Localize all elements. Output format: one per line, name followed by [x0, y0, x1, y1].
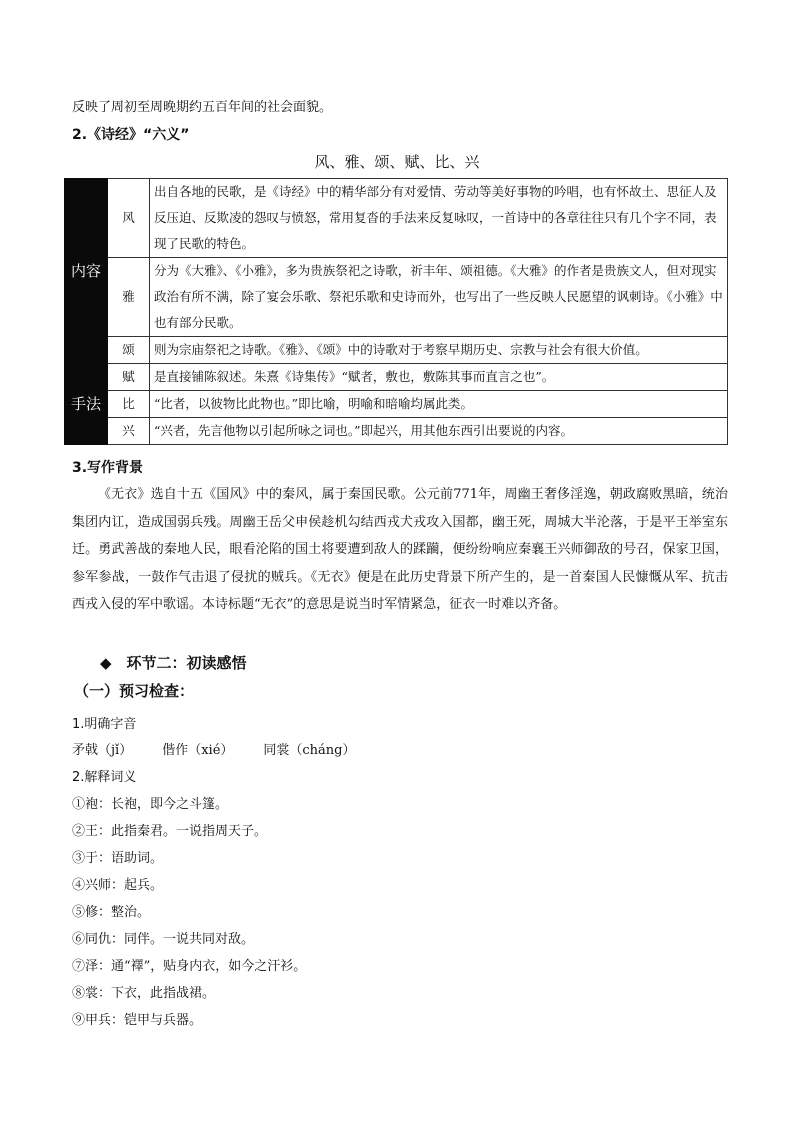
definition-item: ⑥同仇：同伴。一说共同对敌。 — [72, 932, 255, 947]
row-label-fu: 赋 — [108, 364, 150, 391]
definition-item: ①袍：长袍，即今之斗篷。 — [72, 797, 229, 812]
pronunciation-item: 同裳（cháng） — [263, 743, 356, 758]
definition-item: ④兴师：起兵。 — [72, 878, 164, 893]
liuyi-table — [64, 178, 728, 445]
pronunciation-item: 偕作（xié） — [162, 743, 234, 758]
category-technique: 手法 — [65, 364, 108, 445]
table-row-song — [65, 337, 728, 364]
row-text-bi: “比者，以彼物比此物也。”即比喻，明喻和暗喻均属此类。 — [150, 391, 728, 418]
item-2-title: 2.解释词义 — [72, 770, 137, 785]
row-text-xing: “兴者，先言他物以引起所咏之词也。”即起兴，用其他东西引出要说的内容。 — [150, 418, 728, 445]
row-label-feng: 风 — [108, 179, 150, 258]
definition-item: ⑧裳：下衣，此指战裙。 — [72, 986, 216, 1001]
definition-item: ③于：语助词。 — [72, 851, 164, 866]
row-label-song: 颂 — [108, 337, 150, 364]
row-text-fu: 是直接铺陈叙述。朱熹《诗集传》“赋者，敷也，敷陈其事而直言之也”。 — [150, 364, 728, 391]
section-2-title: 2.《诗经》“六义” — [72, 127, 190, 143]
table-row-bi — [65, 391, 728, 418]
row-label-bi: 比 — [108, 391, 150, 418]
table-row-feng — [65, 179, 728, 258]
pronunciation-row — [72, 739, 356, 758]
table-row-ya — [65, 258, 728, 337]
liuyi-list: 风、雅、颂、赋、比、兴 — [314, 153, 480, 171]
intro-line: 反映了周初至周晚期约五百年间的社会面貌。 — [72, 100, 333, 115]
row-text-ya: 分为《大雅》、《小雅》，多为贵族祭祀之诗歌，祈丰年、颂祖德。《大雅》的作者是贵族文人，但对现实政治有所不满，除了宴会乐歌、祭祀乐歌和史诗而外，也写出了一些反映人民愿望的讽刺诗。《小雅》中也有部分民歌。 — [150, 258, 728, 337]
row-text-song: 则为宗庙祭祀之诗歌。《雅》、《颂》中的诗歌对于考察早期历史、宗教与社会有很大价值。 — [150, 337, 728, 364]
row-label-ya: 雅 — [108, 258, 150, 337]
category-content: 内容 — [65, 179, 108, 364]
pronunciation-item: 矛戟（jǐ） — [72, 743, 133, 758]
item-1-title: 1.明确字音 — [72, 717, 137, 732]
section-3-title: 3.写作背景 — [72, 460, 144, 476]
background-paragraph: 《无衣》选自十五《国风》中的秦风，属于秦国民歌。公元前771年，周幽王奢侈淫逸，朝政腐败黑暗，统治集团内讧，造成国弱兵残。周幽王岳父申侯趁机勾结西戎犬戎攻入国都，幽王死，周城大半沦落，于是平王举室东迁。勇武善战的秦地人民，眼看沦陷的国土将要遭到敌人的蹂躏，便纷纷响应秦襄王兴师御敌的号召，保家卫国，参军参战，一鼓作气击退了侵扰的贼兵。《无衣》便是在此历史背景下所产生的，是一首秦国人民慷慨从军、抗击西戎入侵的军中歌谣。本诗标题“无衣”的意思是说当时军情紧急，征衣一时难以齐备。 — [72, 487, 728, 612]
definition-item: ⑨甲兵：铠甲与兵器。 — [72, 1013, 203, 1028]
definition-item: ⑤修：整治。 — [72, 905, 151, 920]
row-text-feng: 出自各地的民歌，是《诗经》中的精华部分有对爱情、劳动等美好事物的吟唱，也有怀故土、思征人及反压迫、反欺凌的怨叹与愤怒，常用复沓的手法来反复咏叹，一首诗中的各章往往只有几个字不同，表现了民歌的特色。 — [150, 179, 728, 258]
subsection-heading: （一）预习检查： — [74, 682, 195, 700]
row-label-xing: 兴 — [108, 418, 150, 445]
definition-item: ②王：此指秦君。一说指周天子。 — [72, 824, 268, 839]
table-row-xing — [65, 418, 728, 445]
table-row-fu — [65, 364, 728, 391]
definition-item: ⑦泽：通“襗”，贴身内衣，如今之汗衫。 — [72, 959, 307, 974]
section-heading: ◆ 环节二：初读感悟 — [100, 654, 247, 672]
